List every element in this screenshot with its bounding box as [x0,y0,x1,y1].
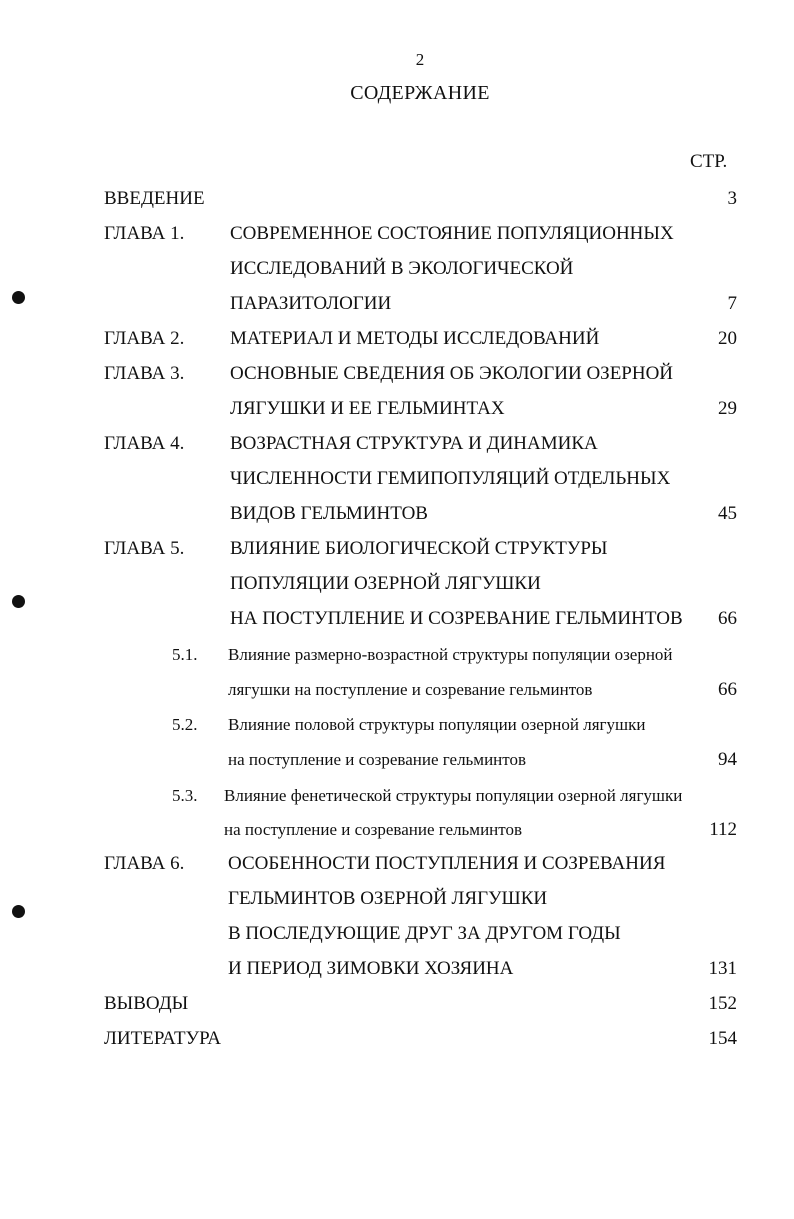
toc-entry-chapter-2[interactable] [0,324,794,354]
toc-label: ВЫВОДЫ [104,993,189,1014]
toc-title-line: ОСОБЕННОСТИ ПОСТУПЛЕНИЯ И СОЗРЕВАНИЯ [228,853,666,874]
toc-entry-chapter-5-cont [0,604,794,634]
toc-page-number: 3 [727,188,737,209]
toc-entry-chapter-1[interactable] [0,219,794,249]
toc-page-number: 7 [727,293,737,314]
toc-page-number: 66 [718,608,737,629]
toc-section-number: 5.3. [172,786,198,805]
toc-title-line: Влияние половой структуры популяции озерной лягушки [228,715,646,734]
toc-section-number: 5.2. [172,715,198,734]
toc-page-number: 131 [708,958,737,979]
toc-entry-chapter-4[interactable] [0,429,794,459]
toc-label: ГЛАВА 1. [104,223,185,244]
toc-entry-conclusions[interactable] [0,989,794,1019]
toc-title-line: ИССЛЕДОВАНИЙ В ЭКОЛОГИЧЕСКОЙ [230,258,574,279]
toc-label: ГЛАВА 4. [104,433,185,454]
toc-label: ГЛАВА 3. [104,363,185,384]
toc-label: ГЛАВА 5. [104,538,185,559]
toc-title-line: ВИДОВ ГЕЛЬМИНТОВ [230,503,428,524]
toc-entry-chapter-5[interactable] [0,534,794,564]
toc-title-line: ГЕЛЬМИНТОВ ОЗЕРНОЙ ЛЯГУШКИ [228,888,548,909]
toc-page-number: 112 [709,819,737,840]
toc-entry-section-5-3[interactable] [0,781,794,811]
toc-page-number: 20 [718,328,737,349]
toc-title-line: СОВРЕМЕННОЕ СОСТОЯНИЕ ПОПУЛЯЦИОННЫХ [230,223,674,244]
toc-entry-chapter-6-cont [0,884,794,914]
toc-entry-chapter-6-cont [0,919,794,949]
toc-entry-section-5-3-cont [0,815,794,845]
toc-title-line: И ПЕРИОД ЗИМОВКИ ХОЗЯИНА [228,958,514,979]
toc-entry-section-5-1[interactable] [0,640,794,670]
toc-entry-section-5-1-cont [0,675,794,705]
toc-title-line: Влияние фенетической структуры популяции озерной лягушки [224,786,683,805]
toc-entry-chapter-6-cont [0,954,794,984]
toc-entry-chapter-4-cont [0,464,794,494]
toc-entry-section-5-2[interactable] [0,710,794,740]
toc-entry-chapter-6[interactable] [0,849,794,879]
page-title: СОДЕРЖАНИЕ [350,82,490,104]
toc-entry-chapter-5-cont [0,569,794,599]
toc-title-line: ОСНОВНЫЕ СВЕДЕНИЯ ОБ ЭКОЛОГИИ ОЗЕРНОЙ [230,363,674,384]
toc-page-number: 152 [708,993,737,1014]
toc-entry-chapter-3-cont [0,394,794,424]
toc-title-line: Влияние размерно-возрастной структуры популяции озерной [228,645,673,664]
toc-page-number: 154 [708,1028,737,1049]
toc-title-line: НА ПОСТУПЛЕНИЕ И СОЗРЕВАНИЕ ГЕЛЬМИНТОВ [230,608,683,629]
toc-page-number: 45 [718,503,737,524]
toc-title-line: ЛЯГУШКИ И ЕЕ ГЕЛЬМИНТАХ [230,398,505,419]
toc-entry-introduction[interactable] [0,184,794,214]
toc-page-number: 94 [718,749,737,770]
toc-title-line: лягушки на поступление и созревание гельминтов [228,680,593,699]
page-column-label: СТР. [690,151,728,172]
toc-title-line: ВОЗРАСТНАЯ СТРУКТУРА И ДИНАМИКА [230,433,598,454]
toc-label: ЛИТЕРАТУРА [104,1028,221,1049]
toc-title-line: на поступление и созревание гельминтов [224,820,522,839]
toc-title-line: В ПОСЛЕДУЮЩИЕ ДРУГ ЗА ДРУГОМ ГОДЫ [228,923,621,944]
toc-page-number: 66 [718,679,737,700]
toc-title-line: ВЛИЯНИЕ БИОЛОГИЧЕСКОЙ СТРУКТУРЫ [230,538,608,559]
toc-label: ГЛАВА 6. [104,853,185,874]
toc-page-number: 29 [718,398,737,419]
toc-entry-chapter-1-cont [0,289,794,319]
page-number: 2 [415,50,425,69]
toc-section-number: 5.1. [172,645,198,664]
toc-entry-chapter-4-cont [0,499,794,529]
toc-entry-chapter-3[interactable] [0,359,794,389]
toc-label: ГЛАВА 2. [104,328,185,349]
toc-entry-section-5-2-cont [0,745,794,775]
toc-title-line: МАТЕРИАЛ И МЕТОДЫ ИССЛЕДОВАНИЙ [230,328,600,349]
toc-title-line: на поступление и созревание гельминтов [228,750,526,769]
toc-title-line: ПОПУЛЯЦИИ ОЗЕРНОЙ ЛЯГУШКИ [230,573,541,594]
toc-entry-chapter-1-cont [0,254,794,284]
toc-entry-literature[interactable] [0,1024,794,1054]
toc-title-line: ПАРАЗИТОЛОГИИ [230,293,392,314]
toc-title-line: ЧИСЛЕННОСТИ ГЕМИПОПУЛЯЦИЙ ОТДЕЛЬНЫХ [230,468,671,489]
toc-label: ВВЕДЕНИЕ [104,188,205,209]
